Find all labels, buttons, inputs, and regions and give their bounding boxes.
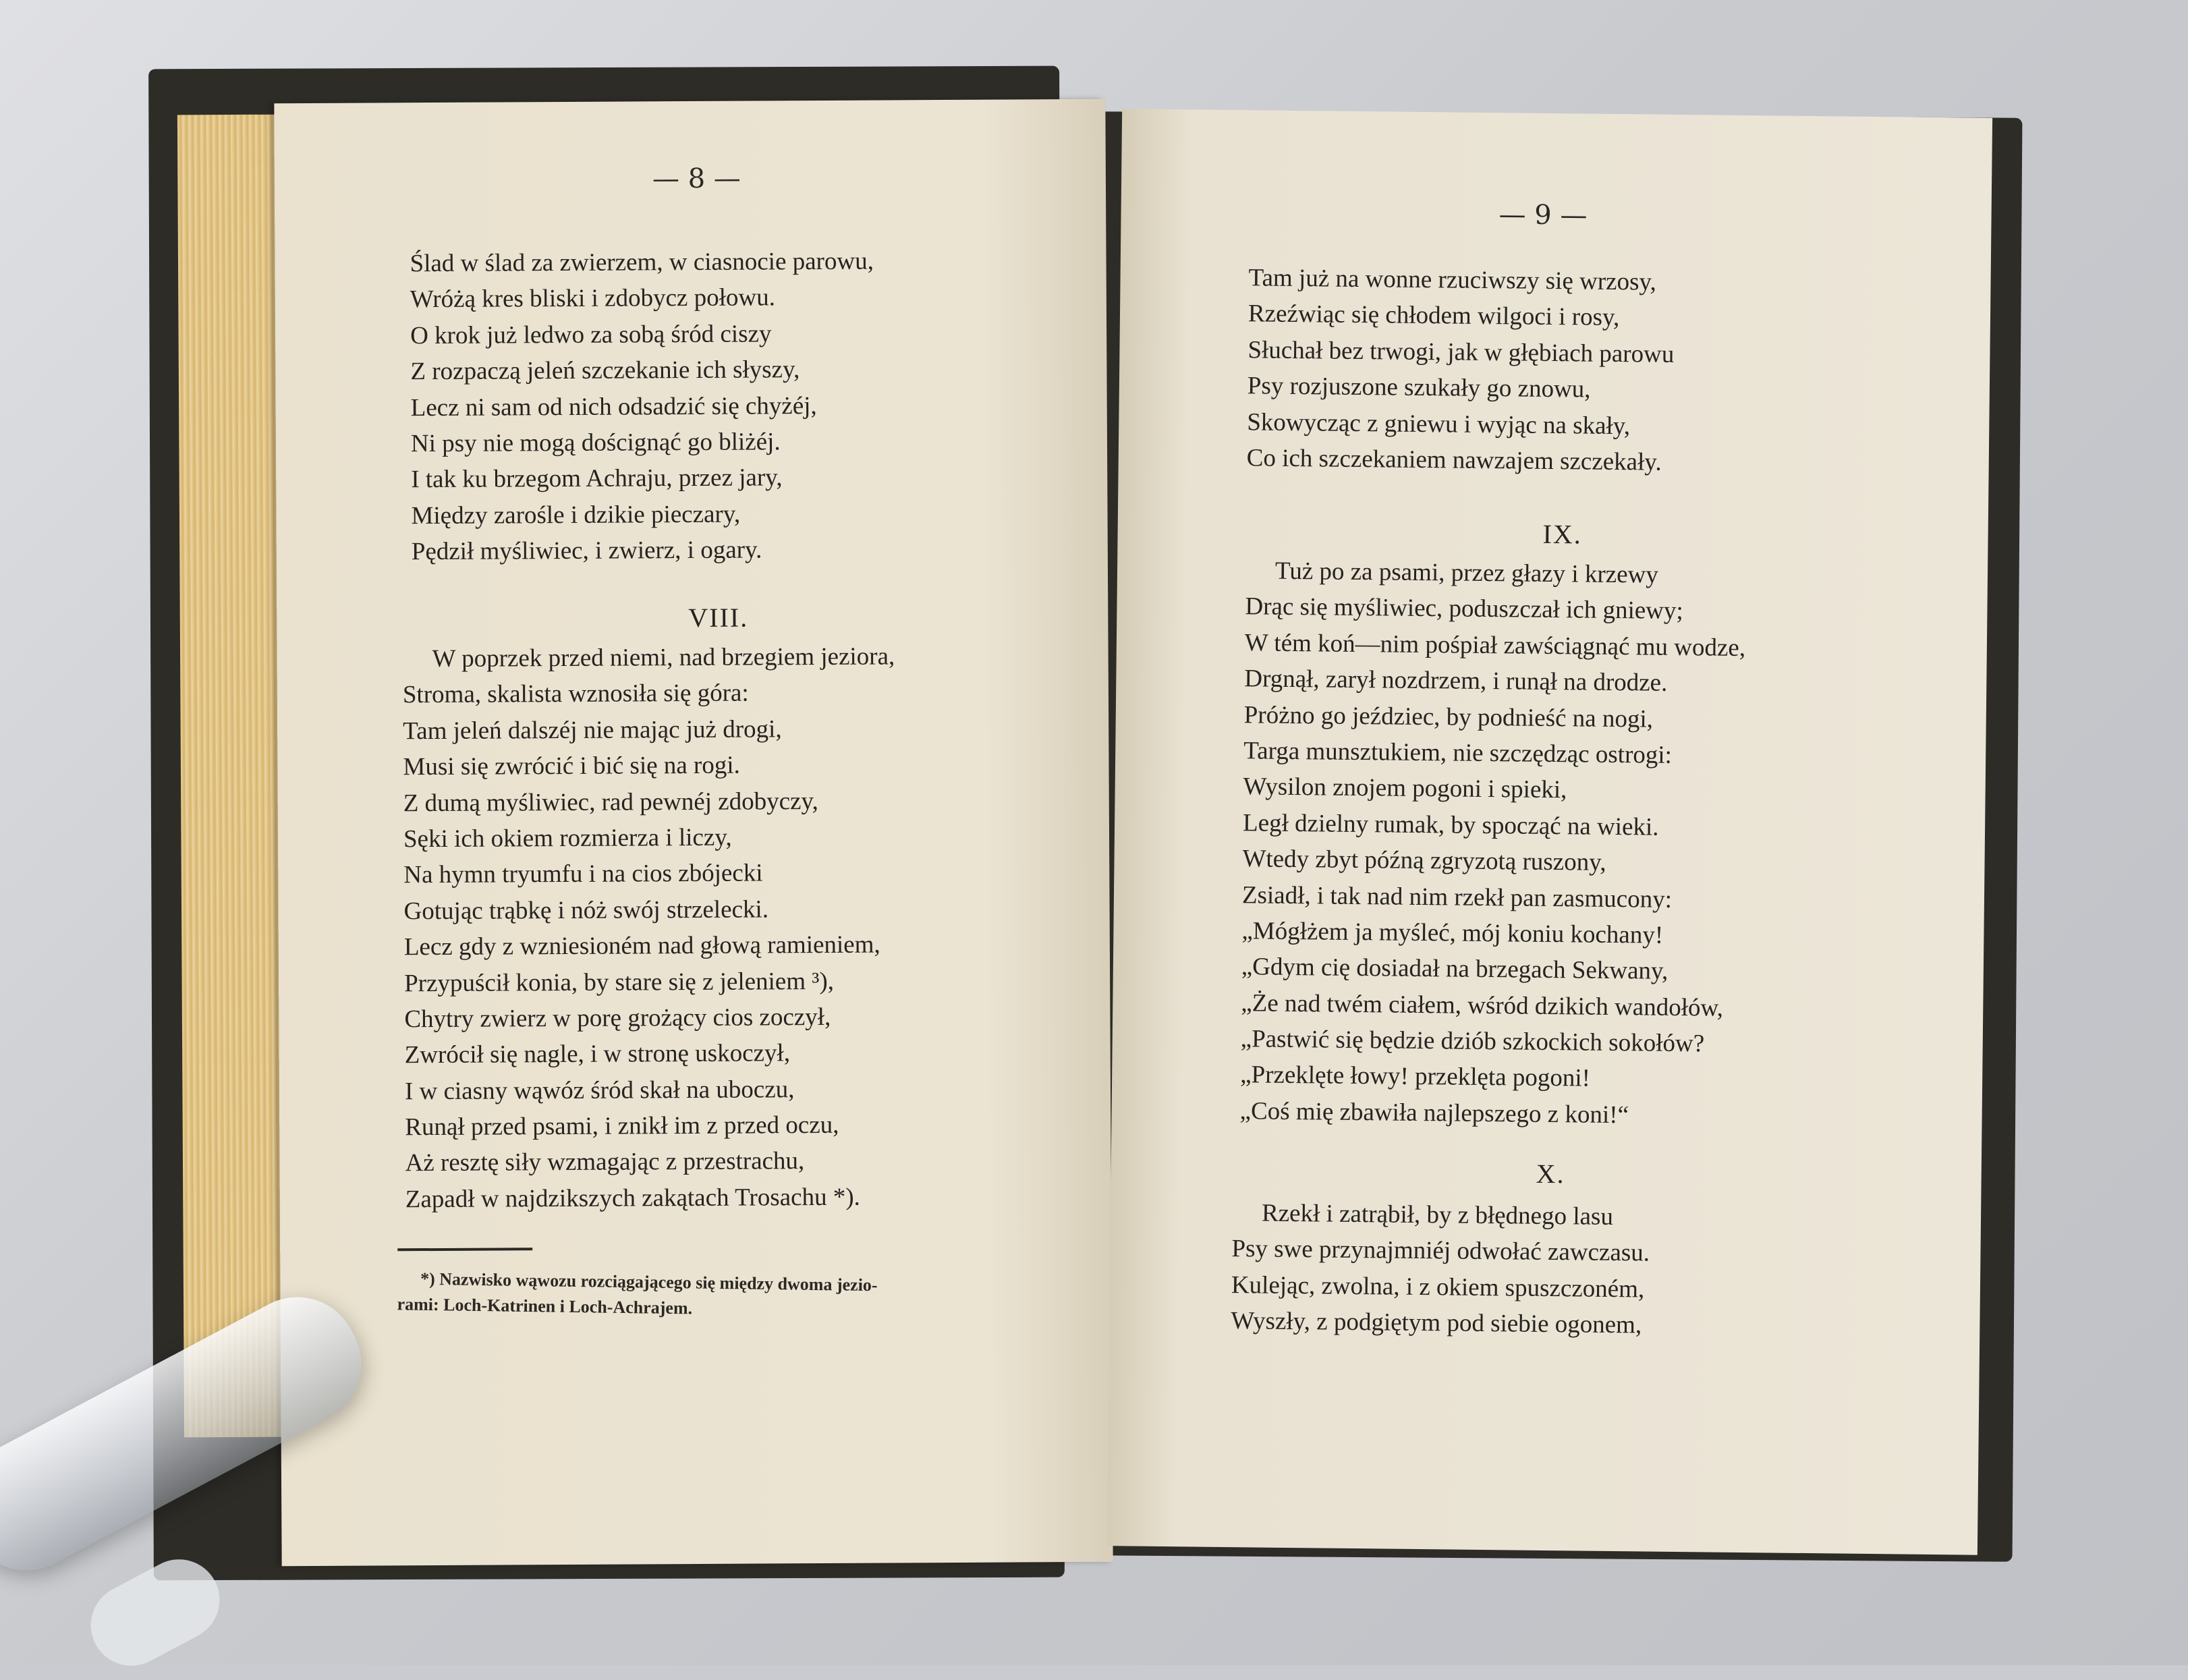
text-line: „Pastwić się będzie dziób szkockich sokołów? [1240,1025,1705,1058]
text-line: Ni psy nie mogą doścignąć go bliżéj. [410,428,781,458]
text-line: Psy rozjuszone szukały go znowu, [1247,372,1591,403]
text-line: O krok już ledwo za sobą śród ciszy [410,320,772,349]
text-line: „Mógłżem ja myśleć, mój koniu kochany! [1241,917,1664,949]
text-line: Skowycząc z gniewu i wyjąc na skały, [1247,408,1631,440]
text-line: Psy swe przynajmniéj odwołać zawczasu. [1231,1235,1650,1267]
text-line: Musi się zwrócić i bić się na rogi. [403,751,740,781]
text-line: Tam już na wonne rzuciwszy się wrzosy, [1248,264,1657,296]
text-line: „Coś mię zbawiła najlepszego z koni!“ [1239,1097,1629,1129]
text-line: „Gdym cię dosiadał na brzegach Sekwany, [1241,953,1668,986]
text-line: W poprzek przed niemi, nad brzegiem jeziora, [432,642,895,673]
text-line: Wtedy zbyt późną zgryzotą ruszony, [1242,845,1606,877]
stanza-x [1231,1195,1650,1343]
text-line: Lecz ni sam od nich odsadzić się chyżéj, [410,391,817,422]
page-number-9: — 9 — [1498,199,1588,231]
text-line: Tuż po za psami, przez głazy i krzewy [1274,557,1659,589]
text-line: „Że nad twém ciałem, wśród dzikich wandołów, [1241,988,1724,1022]
text-line: I w ciasny wąwóz śród skał na uboczu, [404,1075,795,1105]
text-line: Drąc się myśliwiec, poduszczał ich gniewy; [1245,592,1683,625]
text-line: *) Nazwisko wąwozu rozciągającego się między dwoma jezio- [420,1268,878,1295]
text-line: Między zarośle i dzikie pieczary, [411,500,741,530]
text-line: Targa munsztukiem, nie szczędząc ostrogi: [1243,737,1673,769]
text-line: Na hymn tryumfu i na cios zbójecki [403,859,763,889]
text-line: Przypuścił konia, by stare się z jeleniem ³), [404,967,835,997]
text-line: Rzeźwiąc się chłodem wilgoci i rosy, [1247,300,1620,332]
text-line: Z rozpaczą jeleń szczekanie ich słyszy, [410,356,800,386]
text-line: Wyszły, z podgiętym pod siebie ogonem, [1231,1307,1642,1339]
text-line: Legł dzielny rumak, by spocząć na wieki. [1242,808,1659,841]
text-line: I tak ku brzegom Achraju, przez jary, [411,464,783,494]
text-line: Co ich szczekaniem nawzajem szczekały. [1246,444,1662,476]
right-page [1107,109,1992,1555]
text-line: rami: Loch-Katrinen i Loch-Achrajem. [397,1294,693,1318]
text-line: Słuchał bez trwogi, jak w głębiach parowu [1247,336,1675,368]
text-line: Ślad w ślad za zwierzem, w ciasnocie parowu, [410,247,874,278]
text-line: Zwrócił się nagle, i w stronę uskoczył, [404,1039,791,1069]
text-line: Pędził myśliwiec, i zwierz, i ogary. [411,536,762,566]
text-line: Rzekł i zatrąbił, by z błędnego lasu [1261,1199,1614,1231]
section-heading-viii: VIII. [688,602,749,634]
section-heading-ix: IX. [1542,518,1583,550]
text-line: Zsiadł, i tak nad nim rzekł pan zasmucony: [1241,880,1673,914]
text-line: Sęki ich okiem rozmierza i liczy, [403,823,732,853]
stanza-vii-end [410,244,875,570]
stanza-viii [403,638,898,1217]
text-line: Lecz gdy z wzniesioném nad głową ramieniem, [403,930,880,961]
text-line: Gotując trąbkę i nóż swój strzelecki. [403,895,769,925]
section-heading-x: X. [1536,1158,1565,1189]
text-line: Z dumą myśliwiec, rad pewnéj zdobyczy, [403,787,818,817]
stanza-ix [1239,553,1746,1134]
text-line: Wróżą kres bliski i zdobycz połowu. [410,283,776,314]
text-line: Stroma, skalista wznosiła się góra: [402,679,749,709]
text-line: Aż resztę siły wzmagając z przestrachu, [405,1147,805,1177]
text-line: Zapadł w najdzikszych zakątach Trosachu *). [405,1183,860,1214]
footnote [397,1266,878,1324]
text-line: Drgnął, zarył nozdrzem, i runął na drodze. [1244,665,1668,697]
text-line: Chytry zwierz w porę grożący cios zoczył, [404,1003,831,1034]
page-number-8: — 8 — [652,163,741,195]
stanza-viii-end [1246,260,1675,480]
text-line: „Przeklęte łowy! przeklęta pogoni! [1239,1061,1591,1093]
footnote-rule [397,1248,532,1251]
text-line: Tam jeleń dalszéj nie mając już drogi, [403,715,782,746]
text-line: Runął przed psami, i znikł im z przed oczu, [405,1111,839,1142]
left-page [274,99,1113,1566]
text-line: Próżno go jeździec, by podnieść na nogi, [1243,700,1654,733]
text-line: Wysilon znojem pogoni i spieki, [1243,773,1567,804]
text-line: W tém koń—nim pośpiał zawściągnąć mu wodze, [1244,629,1746,662]
text-line: Kulejąc, zwolna, i z okiem spuszczoném, [1231,1270,1645,1304]
